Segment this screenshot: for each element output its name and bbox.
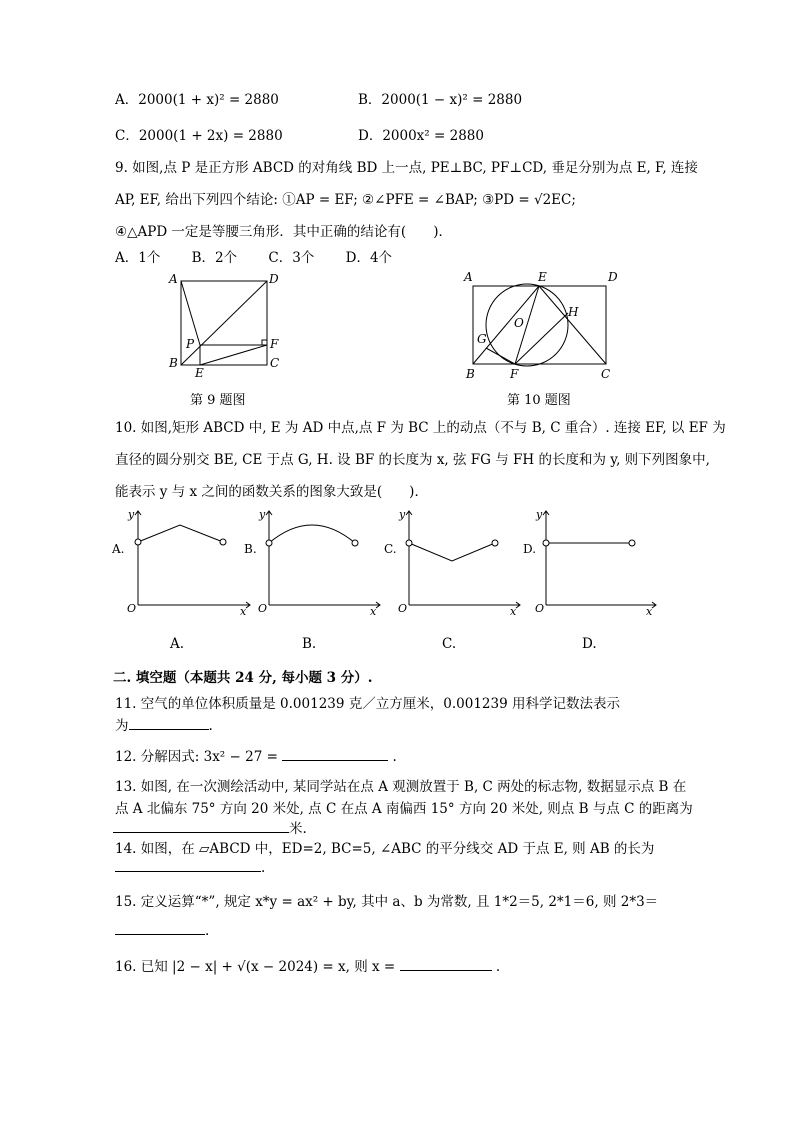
fig9-caption: 第 9 题图: [190, 393, 246, 408]
fig10-caption: 第 10 题图: [507, 393, 571, 408]
q16-suffix: .: [495, 959, 501, 975]
fig9-label-d: D: [269, 272, 279, 286]
q9-text-line2: AP, EF, 给出下列四个结论: ①AP = EF; ②∠PFE = ∠BAP; ③PD = √2EC;: [115, 192, 576, 208]
q15-answer-blank[interactable]: [115, 922, 205, 935]
graph-c: [382, 505, 522, 615]
fig9-label-f: F: [270, 337, 279, 351]
graph-a-y-label: y: [128, 508, 135, 521]
q11-suffix: .: [208, 718, 213, 734]
q16-prefix: 16. 已知 |2 − x| + √(x − 2024) = x, 则 x =: [115, 959, 396, 975]
q10-text-line1: 10. 如图,矩形 ABCD 中, E 为 AD 中点,点 F 为 BC 上的动点（不与 B, C 重合）. 连接 EF, 以 EF 为: [115, 420, 726, 436]
q8-option-b: B．2000(1 − x)² = 2880: [358, 92, 523, 108]
fig10-label-c: C: [601, 367, 611, 381]
graph-d-x-label: x: [646, 605, 653, 615]
q13-text-line3: [113, 817, 307, 837]
q11-answer-blank[interactable]: [129, 717, 209, 730]
q12-answer-blank[interactable]: [282, 748, 388, 761]
graph-c-x-label: x: [510, 605, 517, 615]
q12-prefix: 12. 分解因式: 3x² − 27 =: [115, 749, 278, 765]
graph-b: [242, 505, 382, 615]
graph-b-y-label: y: [259, 508, 266, 521]
fig9-label-e: E: [195, 366, 204, 380]
fig10-label-b: B: [466, 367, 475, 381]
q14-answer-blank[interactable]: [115, 859, 261, 872]
q16-answer-blank[interactable]: [400, 958, 492, 971]
q11-text-line1: 11. 空气的单位体积质量是 0.001239 克／立方厘米，0.001239 用科学记数法表示: [115, 696, 620, 712]
q15-suffix: .: [205, 923, 210, 939]
graph-a: [112, 505, 252, 615]
q8-option-c: C．2000(1 + 2x) = 2880: [115, 128, 283, 144]
graph-a-x-label: x: [240, 605, 247, 615]
q15-text-line1: 15. 定义运算“*”, 规定 x*y = ax² + by, 其中 a、b 为常数, 且 1*2＝5, 2*1＝6, 则 2*3＝: [115, 894, 659, 910]
graph-a-letter: A.: [112, 542, 125, 556]
graph-d-y-label: y: [536, 508, 543, 521]
q11-text-line2: [115, 714, 213, 734]
fig10-label-g: G: [477, 332, 487, 346]
q12-text: [115, 745, 397, 765]
graph-d-origin: O: [535, 602, 545, 615]
graph-b-origin: O: [258, 602, 268, 615]
q13-text-line2: 点 A 北偏东 75° 方向 20 米处, 点 C 在点 A 南偏西 15° 方向 20 米处, 则点 B 与点 C 的距离为: [115, 801, 693, 817]
q15-text-line2: [115, 922, 209, 939]
fig10-label-h: H: [568, 305, 579, 319]
fig9-label-a: A: [169, 272, 178, 286]
q14-text-line1: 14. 如图，在 ▱ABCD 中，ED=2, BC=5, ∠ABC 的平分线交 AD 于点 E, 则 AB 的长为: [115, 841, 655, 857]
fig9-label-b: B: [169, 356, 178, 370]
graph-c-caption: C.: [442, 636, 457, 652]
graph-c-origin: O: [398, 602, 408, 615]
fig10-label-d: D: [608, 270, 618, 284]
fig10-label-f: F: [510, 367, 519, 381]
fig10-label-o: O: [514, 316, 524, 330]
graph-b-letter: B.: [244, 542, 257, 556]
graph-a-origin: O: [127, 602, 137, 615]
q16-text: [115, 955, 500, 975]
figure-9: [164, 268, 294, 380]
q10-text-line2: 直径的圆分别交 BE, CE 于点 G, H. 设 BF 的长度为 x, 弦 FG 与 FH 的长度和为 y, 则下列图象中,: [115, 452, 710, 468]
q11-prefix: 为: [115, 718, 129, 734]
fig9-label-p: P: [186, 337, 195, 351]
graph-d-caption: D.: [582, 636, 597, 652]
q10-text-line3: 能表示 y 与 x 之间的函数关系的图象大致是( )．: [115, 484, 428, 500]
fig10-label-e: E: [538, 270, 547, 284]
q13-text-line1: 13. 如图, 在一次测绘活动中, 某同学站在点 A 观测放置于 B, C 两处的标志物, 数据显示点 B 在: [115, 779, 687, 795]
q13-answer-blank[interactable]: [113, 820, 289, 833]
q9-options: A．1个 B．2个 C．3个 D．4个: [115, 250, 393, 266]
fig9-label-c: C: [270, 356, 280, 370]
q14-suffix: .: [261, 860, 266, 876]
graph-a-caption: A.: [170, 636, 185, 652]
q14-text-line2: [115, 859, 265, 876]
graph-c-letter: C.: [384, 542, 397, 556]
graph-d: [522, 505, 662, 615]
q8-option-d: D．2000x² = 2880: [358, 128, 484, 144]
graph-b-x-label: x: [370, 605, 377, 615]
q9-text-line3: ④△APD 一定是等腰三角形．其中正确的结论有( )．: [115, 224, 452, 240]
q8-option-a: A．2000(1 + x)² = 2880: [115, 92, 279, 108]
q9-text-line1: 9. 如图,点 P 是正方形 ABCD 的对角线 BD 上一点, PE⊥BC, PF⊥CD, 垂足分别为点 E, F, 连接: [115, 160, 698, 176]
section2-title: 二. 填空题（本题共 24 分, 每小题 3 分）.: [113, 670, 373, 686]
q12-suffix: .: [392, 749, 397, 765]
q13-suffix: 米.: [289, 821, 307, 837]
graph-b-caption: B.: [302, 636, 317, 652]
figure-10: [458, 268, 628, 382]
graph-c-y-label: y: [399, 508, 406, 521]
graph-d-letter: D.: [523, 542, 537, 556]
fig10-label-a: A: [464, 270, 473, 284]
